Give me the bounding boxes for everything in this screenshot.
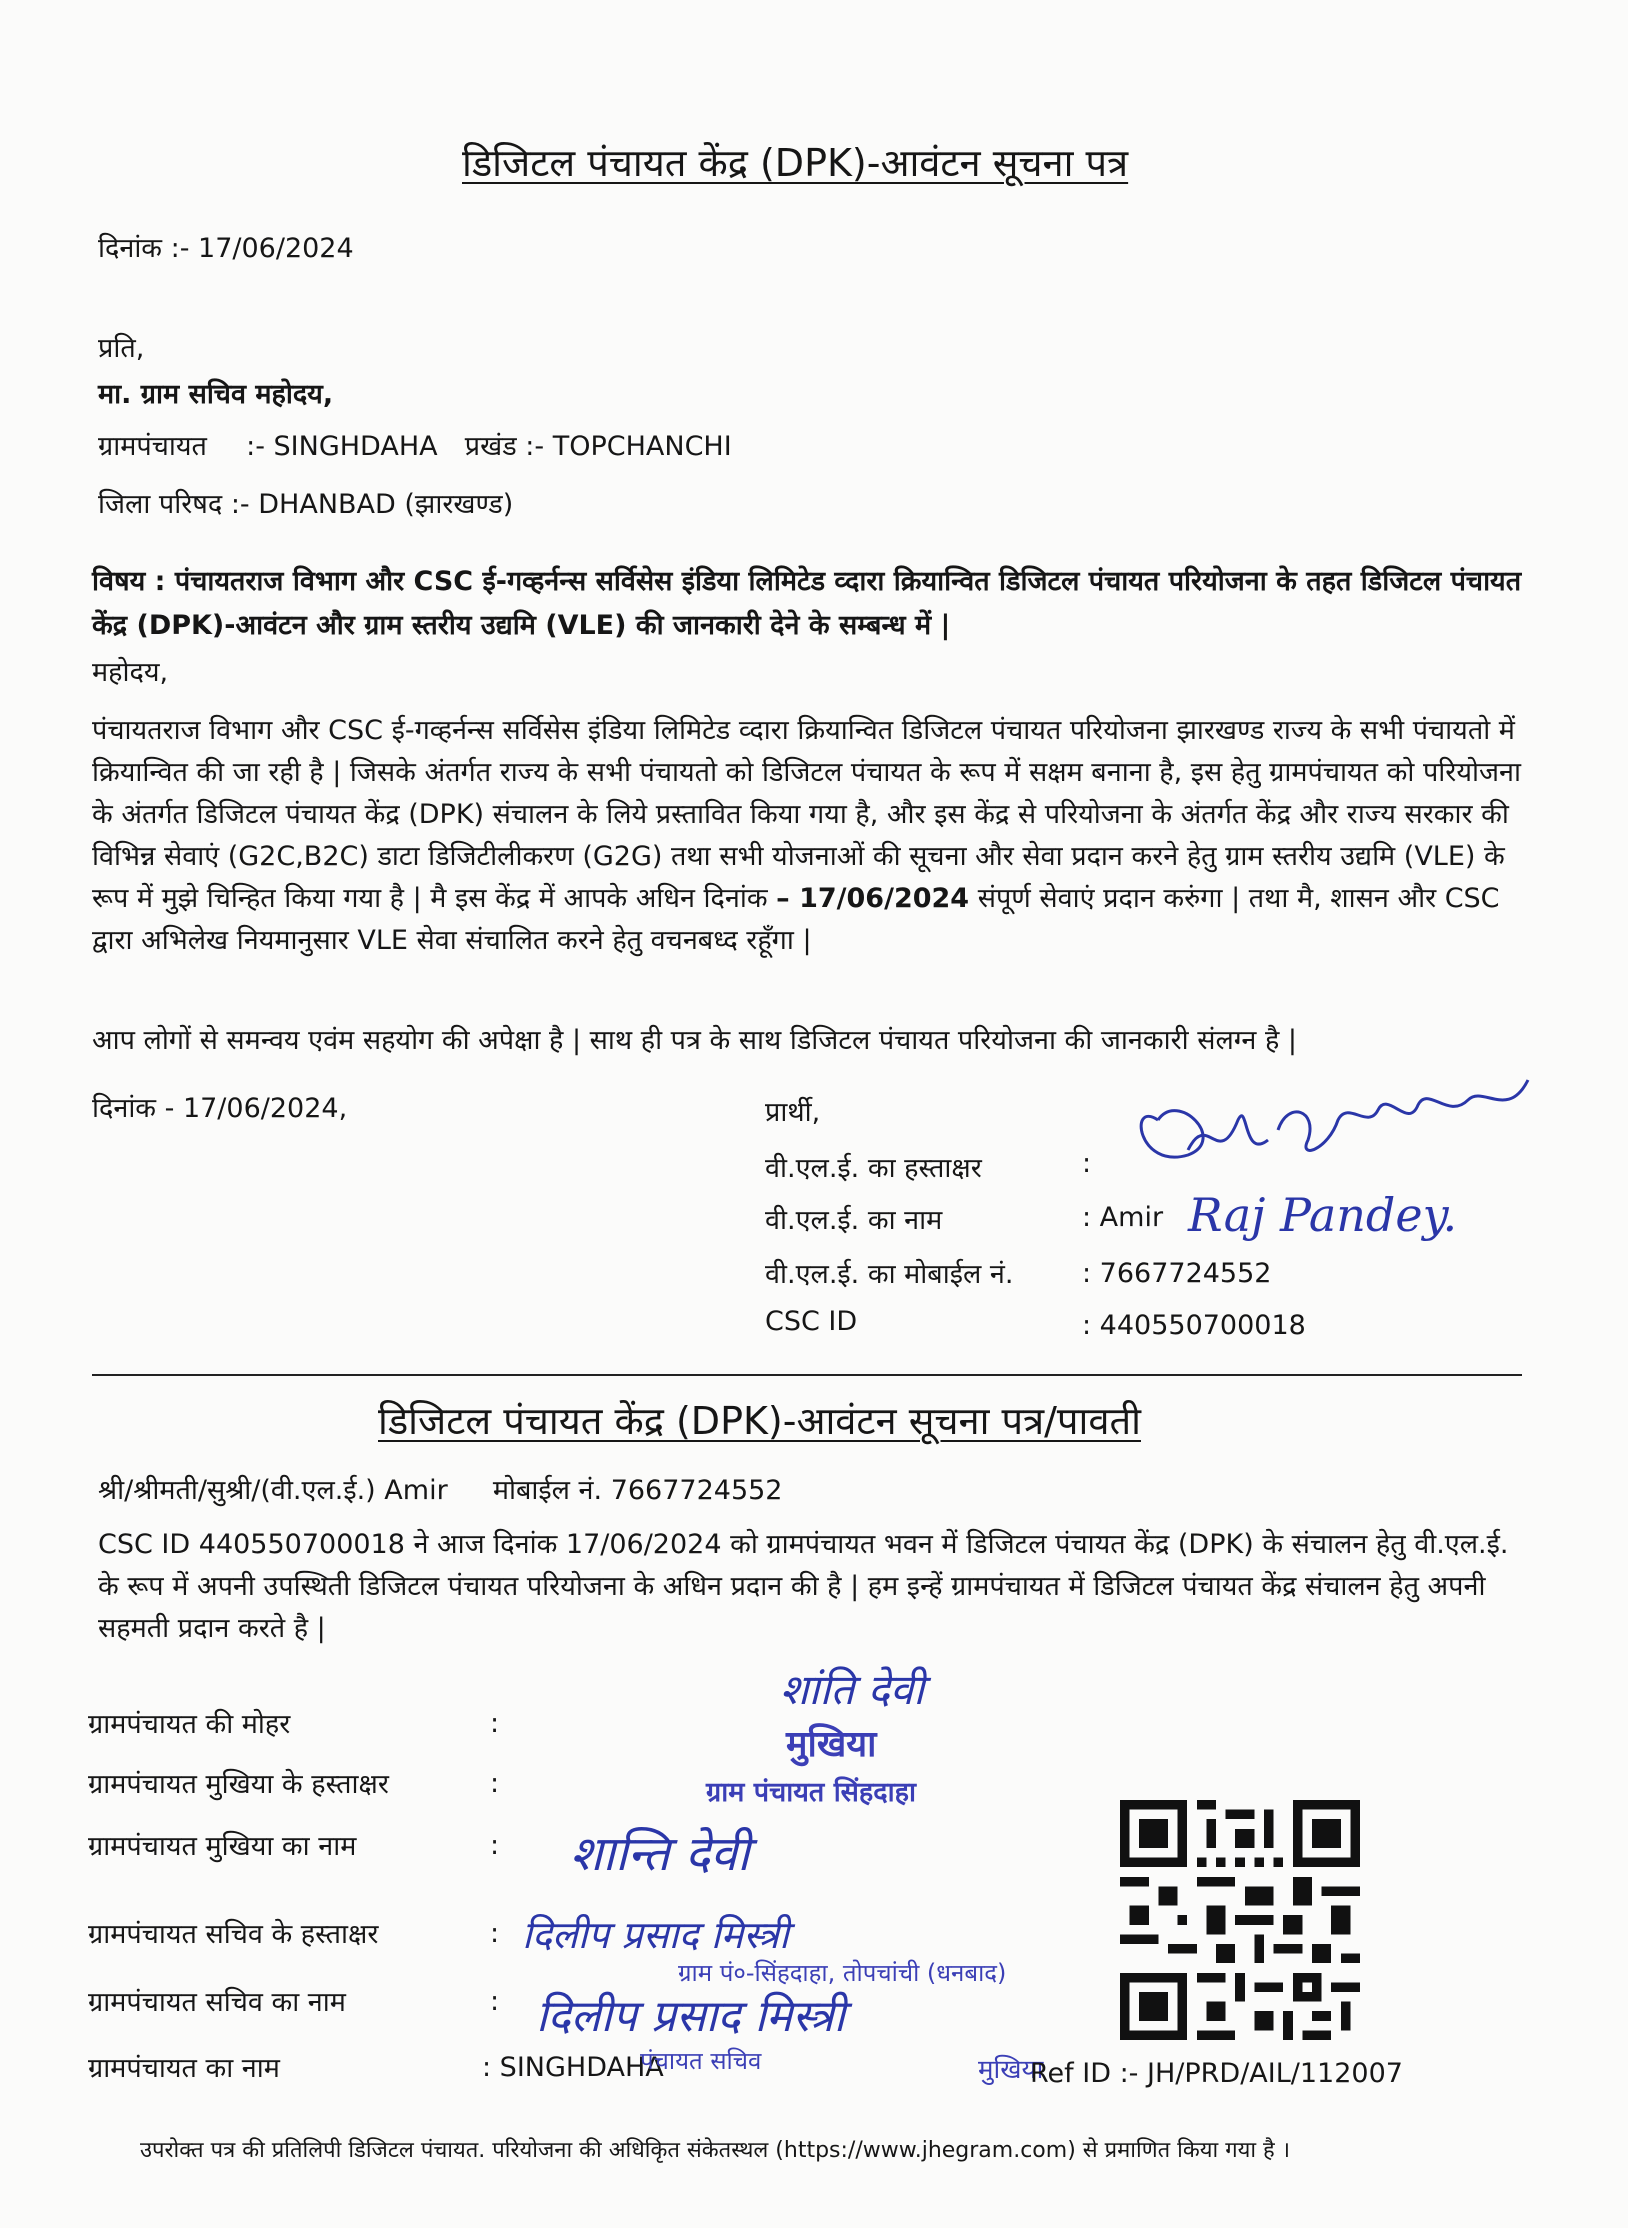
subject: विषय : पंचायतराज विभाग और CSC ई-गव्हर्नन्स सर्विसेस इंडिया लिमिटेड व्दारा क्रियान्वित डिजिटल पंचायत परियोजना के तहत डिजिटल पंचायत केंद्र (DPK)-आवंटन और ग्राम स्तरीय उद्यमि (VLE) की जानकारी देने के सम्बन्ध में | — [92, 566, 1522, 641]
csc-id-label: CSC ID — [765, 1306, 858, 1337]
footer-note: उपरोक्त पत्र की प्रतिलिपी डिजिटल पंचायत. परियोजना की अधिकिृत संकेतस्थल (https://www.jhegram.com) से प्रमाणित किया गया है । — [140, 2138, 1291, 2163]
block-label: प्रखंड — [464, 431, 517, 462]
receipt-title: डिजिटल पंचायत केंद्र (DPK)-आवंटन सूचना पत्र/पावती — [378, 1399, 1141, 1443]
district-label: जिला परिषद — [98, 489, 223, 520]
receipt-row-1-value: : — [490, 1768, 500, 1799]
body-paragraph — [92, 710, 1542, 962]
receipt-row-1-label: ग्रामपंचायत मुखिया के हस्ताक्षर — [88, 1769, 389, 1800]
gram-panchayat-line — [98, 426, 732, 463]
vle-name-value: : Amir — [1082, 1202, 1164, 1233]
mukhiya-stamp-signature: शांति देवी — [780, 1665, 925, 1714]
cooperation-line: आप लोगों से समन्वय एवंम सहयोग की अपेक्षा है | साथ ही पत्र के साथ डिजिटल पंचायत परियोजना की जानकारी संलग्न है | — [92, 1025, 1297, 1056]
body-date: – 17/06/2024 — [776, 883, 970, 914]
receipt-row-3-label: ग्रामपंचायत सचिव के हस्ताक्षर — [88, 1919, 379, 1950]
receipt-row-4-label: ग्रामपंचायत सचिव का नाम — [88, 1987, 346, 2018]
ref-id: Ref ID :- JH/PRD/AIL/112007 — [1030, 2058, 1403, 2089]
sachiv-stamp: ग्राम पं०-सिंहदाहा, तोपचांची (धनबाद) — [678, 1959, 1007, 1987]
vle-handwritten-name: Raj Pandey. — [1188, 1188, 1458, 1242]
footer-date: दिनांक - 17/06/2024, — [92, 1093, 348, 1124]
receipt-person-line — [98, 1470, 783, 1507]
to-line: प्रति, — [98, 333, 145, 364]
mukhiya-stamp-title: मुखिया — [786, 1724, 877, 1765]
receipt-paragraph: CSC ID 440550700018 ने आज दिनांक 17/06/2024 को ग्रामपंचायत भवन में डिजिटल पंचायत केंद्र (DPK) के संचालन हेतु वी.एल.ई. के रूप में अपनी उपस्थिती डिजिटल पंचायत परियोजना के अधिन प्रदान की है | हम इन्हें ग्रामपंचायत में डिजिटल पंचायत केंद्र संचालन हेतु अपनी सहमती प्रदान करते है | — [98, 1529, 1509, 1644]
district-value: :- DHANBAD (झारखण्ड) — [230, 489, 514, 520]
body-text-end: संपूर्ण सेवाएं प्रदान करुंगा | तथा मै, शासन और CSC द्वारा अभिलेख नियमानुसार VLE सेवा संचालित करने हेतु वचनबध्द रहूँगा | — [92, 883, 1500, 956]
addressee: मा. ग्राम सचिव महोदय, — [98, 379, 334, 410]
receipt-row-5-value: : SINGHDAHA — [482, 2052, 664, 2083]
salutation: महोदय, — [92, 657, 169, 688]
body-text: पंचायतराज विभाग और CSC ई-गव्हर्नन्स सर्विसेस इंडिया लिमिटेड व्दारा क्रियान्वित डिजिटल पंचायत परियोजना झारखण्ड राज्य के सभी पंचायतो में क्रियान्वित की जा रही है | जिसके अंतर्गत राज्य के सभी पंचायतो को डिजिटल पंचायत के रूप में सक्षम बनाना है, इस हेतु ग्रामपंचायत को परियोजना के अंतर्गत डिजिटल पंचायत केंद्र (DPK) संचालन के लिये प्रस्तावित किया गया है, और इस केंद्र से परियोजना के अंतर्गत केंद्र और राज्य सरकार की विभिन्न सेवाएं (G2C,B2C) डाटा डिजिटीलीकरण (G2G) तथा सभी योजनाओं की सूचना और सेवा प्रदान करने हेतु ग्राम स्तरीय उद्यमि (VLE) के रूप में मुझे चिन्हित किया गया है | मै इस केंद्र में आपके अधिन दिनांक — [92, 715, 1521, 914]
mukhiya-stamp-panchayat: ग्राम पंचायत सिंहदाहा — [706, 1777, 916, 1808]
section-divider — [92, 1374, 1522, 1376]
receipt-row-5-label: ग्रामपंचायत का नाम — [88, 2053, 280, 2084]
qr-code — [1120, 1800, 1360, 2040]
vle-sign-value: : — [1082, 1148, 1092, 1179]
block-value: :- TOPCHANCHI — [525, 431, 732, 462]
receipt-row-4-value: : — [490, 1986, 500, 2017]
sachiv-handwritten-signature: दिलीप प्रसाद मिस्त्री — [522, 1913, 789, 1957]
gram-panchayat-value: :- SINGHDAHA — [246, 431, 438, 462]
vle-signature — [1118, 1060, 1558, 1190]
vle-name-label: वी.एल.ई. का नाम — [765, 1205, 943, 1236]
receipt-row-3-value: : — [490, 1918, 500, 1949]
district-line — [98, 484, 513, 521]
sachiv-handwritten-name: दिलीप प्रसाद मिस्त्री — [536, 1991, 846, 2042]
vle-mobile-value: : 7667724552 — [1082, 1258, 1272, 1289]
receipt-row-2-label: ग्रामपंचायत मुखिया का नाम — [88, 1831, 357, 1862]
receipt-person: श्री/श्रीमती/सुश्री/(वी.एल.ई.) Amir — [98, 1475, 448, 1506]
sachiv-stamp-title: पंचायत सचिव — [640, 2047, 762, 2075]
letter-title: डिजिटल पंचायत केंद्र (DPK)-आवंटन सूचना पत्र — [462, 141, 1129, 185]
vle-sign-label: वी.एल.ई. का हस्ताक्षर — [765, 1153, 982, 1184]
csc-id-value: : 440550700018 — [1082, 1310, 1306, 1341]
receipt-row-0-value: : — [490, 1708, 500, 1739]
vle-mobile-label: वी.एल.ई. का मोबाईल नं. — [765, 1259, 1014, 1290]
mukhiya-stamp-small: मुखिया — [978, 2055, 1044, 2085]
letter-date: दिनांक :- 17/06/2024 — [98, 233, 354, 264]
applicant-label: प्रार्थी, — [765, 1097, 821, 1128]
receipt-row-2-value: : — [490, 1830, 500, 1861]
receipt-row-0-label: ग्रामपंचायत की मोहर — [88, 1709, 291, 1740]
mukhiya-handwritten-name: शान्ति देवी — [570, 1826, 750, 1882]
receipt-mobile: मोबाईल नं. 7667724552 — [492, 1475, 783, 1506]
gram-panchayat-label: ग्रामपंचायत — [98, 431, 207, 462]
